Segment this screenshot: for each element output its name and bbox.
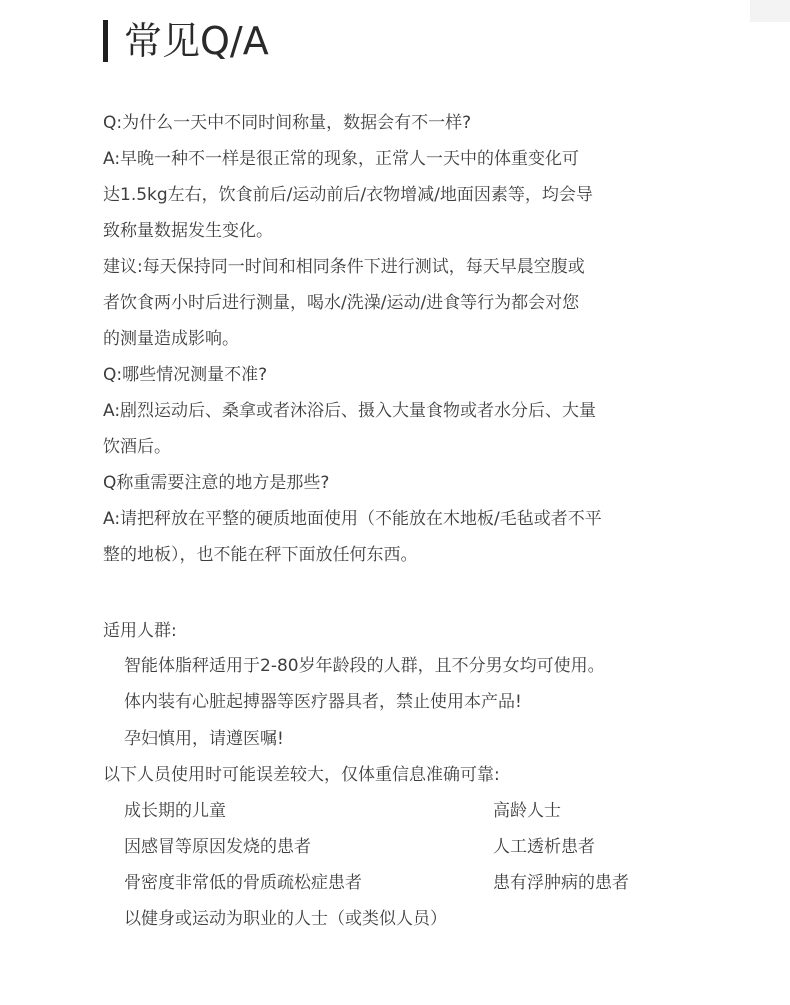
error-prone-item: 人工透析患者 [493, 837, 595, 857]
faq-line: 致称量数据发生变化。 [103, 221, 273, 241]
suitable-item: 体内装有心脏起搏器等医疗器具者，禁止使用本产品! [124, 692, 522, 712]
faq-line: A:请把秤放在平整的硬质地面使用（不能放在木地板/毛毡或者不平 [103, 509, 602, 529]
title-text: 常见Q/A [124, 19, 269, 63]
corner-decoration [750, 0, 790, 22]
faq-line: A:剧烈运动后、桑拿或者沐浴后、摄入大量食物或者水分后、大量 [103, 401, 597, 421]
page-title [103, 18, 269, 64]
faq-line: 建议:每天保持同一时间和相同条件下进行测试，每天早晨空腹或 [103, 257, 585, 277]
error-prone-item: 骨密度非常低的骨质疏松症患者 [124, 873, 362, 893]
suitable-item: 智能体脂秤适用于2-80岁年龄段的人群，且不分男女均可使用。 [124, 656, 605, 676]
error-prone-item: 以健身或运动为职业的人士（或类似人员） [124, 909, 447, 929]
faq-line: A:早晚一种不一样是很正常的现象，正常人一天中的体重变化可 [103, 149, 580, 169]
faq-line: 整的地板），也不能在秤下面放任何东西。 [103, 545, 418, 565]
error-prone-item: 因感冒等原因发烧的患者 [124, 837, 311, 857]
suitable-item: 孕妇慎用，请遵医嘱! [124, 729, 284, 749]
faq-line: 者饮食两小时后进行测量，喝水/洗澡/运动/进食等行为都会对您 [103, 293, 580, 313]
error-prone-heading: 以下人员使用时可能误差较大，仅体重信息准确可靠: [103, 765, 500, 785]
error-prone-item: 成长期的儿童 [124, 801, 226, 821]
faq-line: Q:为什么一天中不同时间称量，数据会有不一样? [103, 113, 472, 133]
faq-line: 饮酒后。 [103, 437, 171, 457]
error-prone-item: 高龄人士 [493, 801, 561, 821]
faq-line: Q称重需要注意的地方是那些? [103, 473, 330, 493]
error-prone-item: 患有浮肿病的患者 [493, 873, 629, 893]
faq-line: 达1.5kg左右，饮食前后/运动前后/衣物增减/地面因素等，均会导 [103, 185, 593, 205]
faq-line: 的测量造成影响。 [103, 329, 239, 349]
suitable-heading: 适用人群: [103, 621, 177, 641]
title-accent-bar [103, 20, 108, 62]
faq-line: Q:哪些情况测量不准? [103, 365, 268, 385]
